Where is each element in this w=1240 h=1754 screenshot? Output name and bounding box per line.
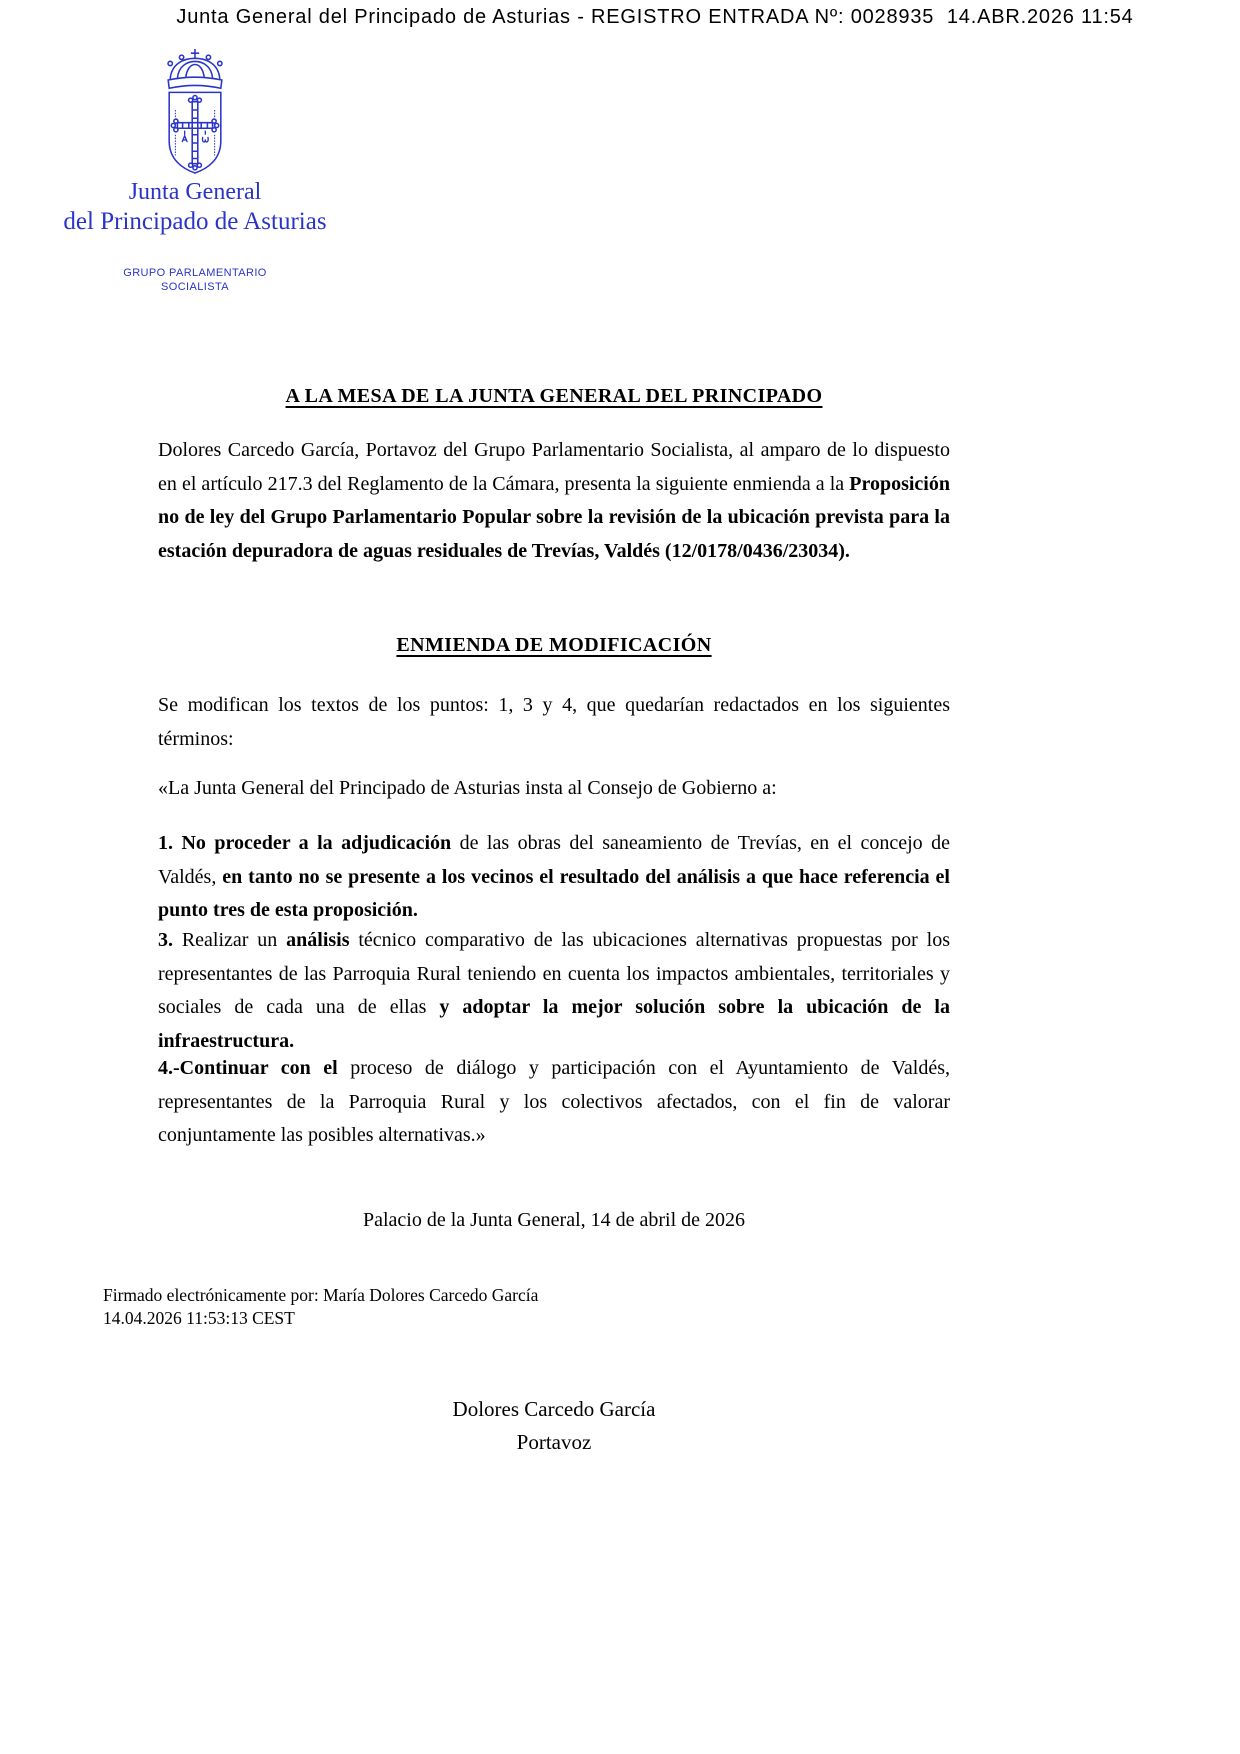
place-date-line: Palacio de la Junta General, 14 de abril de 2026 (362, 1209, 746, 1231)
amendment-point-3: 3. Realizar un análisis técnico comparativo de las ubicaciones alternativas propuestas por los representantes de las Parroquia Rural teniendo en cuenta los impactos ambientales, territoriales y sociales de cada una de ellas y adoptar la mejor solución sobre la ubicación de la infraestructura. (158, 929, 951, 1052)
amendment-point-1: 1. No proceder a la adjudicación de las obras del saneamiento de Trevías, en el concejo de Valdés, en tanto no se presente a los vecinos el resultado del análisis a que hace referencia el punto tres de esta proposición. (158, 832, 950, 921)
amendment-point-4: 4.-Continuar con el proceso de diálogo y participación con el Ayuntamiento de Valdés, representantes de la Parroquia Rural y los colectivos afectados, con el fin de valorar conjuntamente las posibles alternativas.» (158, 1057, 950, 1146)
signer-name: Dolores Carcedo García (452, 1397, 656, 1421)
signature-block (158, 1393, 950, 1459)
parliamentary-group-name (55, 267, 335, 295)
document-title: A LA MESA DE LA JUNTA GENERAL DEL PRINCIPADO (285, 385, 823, 407)
section-heading: ENMIENDA DE MODIFICACIÓN (396, 634, 712, 656)
asturias-crest-icon (143, 48, 247, 174)
registry-entry-stamp: Junta General del Principado de Asturias - REGISTRO ENTRADA Nº: 0028935 14.ABR.2026 11:54 (176, 6, 1134, 28)
quote-opening-line: «La Junta General del Principado de Asturias insta al Consejo de Gobierno a: (158, 777, 777, 799)
org-name-line2: del Principado de Asturias (63, 207, 327, 235)
modification-intro-paragraph: Se modifican los textos de los puntos: 1, 3 y 4, que quedarían redactados en los siguientes términos: (158, 694, 950, 750)
intro-paragraph: Dolores Carcedo García, Portavoz del Grupo Parlamentario Socialista, al amparo de lo dispuesto en el artículo 217.3 del Reglamento de la Cámara, presenta la siguiente enmienda a la Proposición no de ley del Grupo Parlamentario Popular sobre la revisión de la ubicación prevista para la estación depuradora de aguas residuales de Trevías, Valdés (12/0178/0436/23034). (158, 439, 950, 562)
group-name-line1: GRUPO PARLAMENTARIO (123, 266, 267, 279)
group-name-line2: SOCIALISTA (161, 280, 229, 293)
organization-name (55, 178, 335, 237)
electronic-signature-stamp (103, 1284, 538, 1329)
esignature-signer-line: Firmado electrónicamente por: María Dolores Carcedo García (103, 1285, 539, 1305)
esignature-timestamp-line: 14.04.2026 11:53:13 CEST (103, 1307, 295, 1328)
org-name-line1: Junta General (128, 179, 262, 205)
junta-general-logo (55, 48, 335, 294)
signer-role: Portavoz (516, 1430, 592, 1454)
